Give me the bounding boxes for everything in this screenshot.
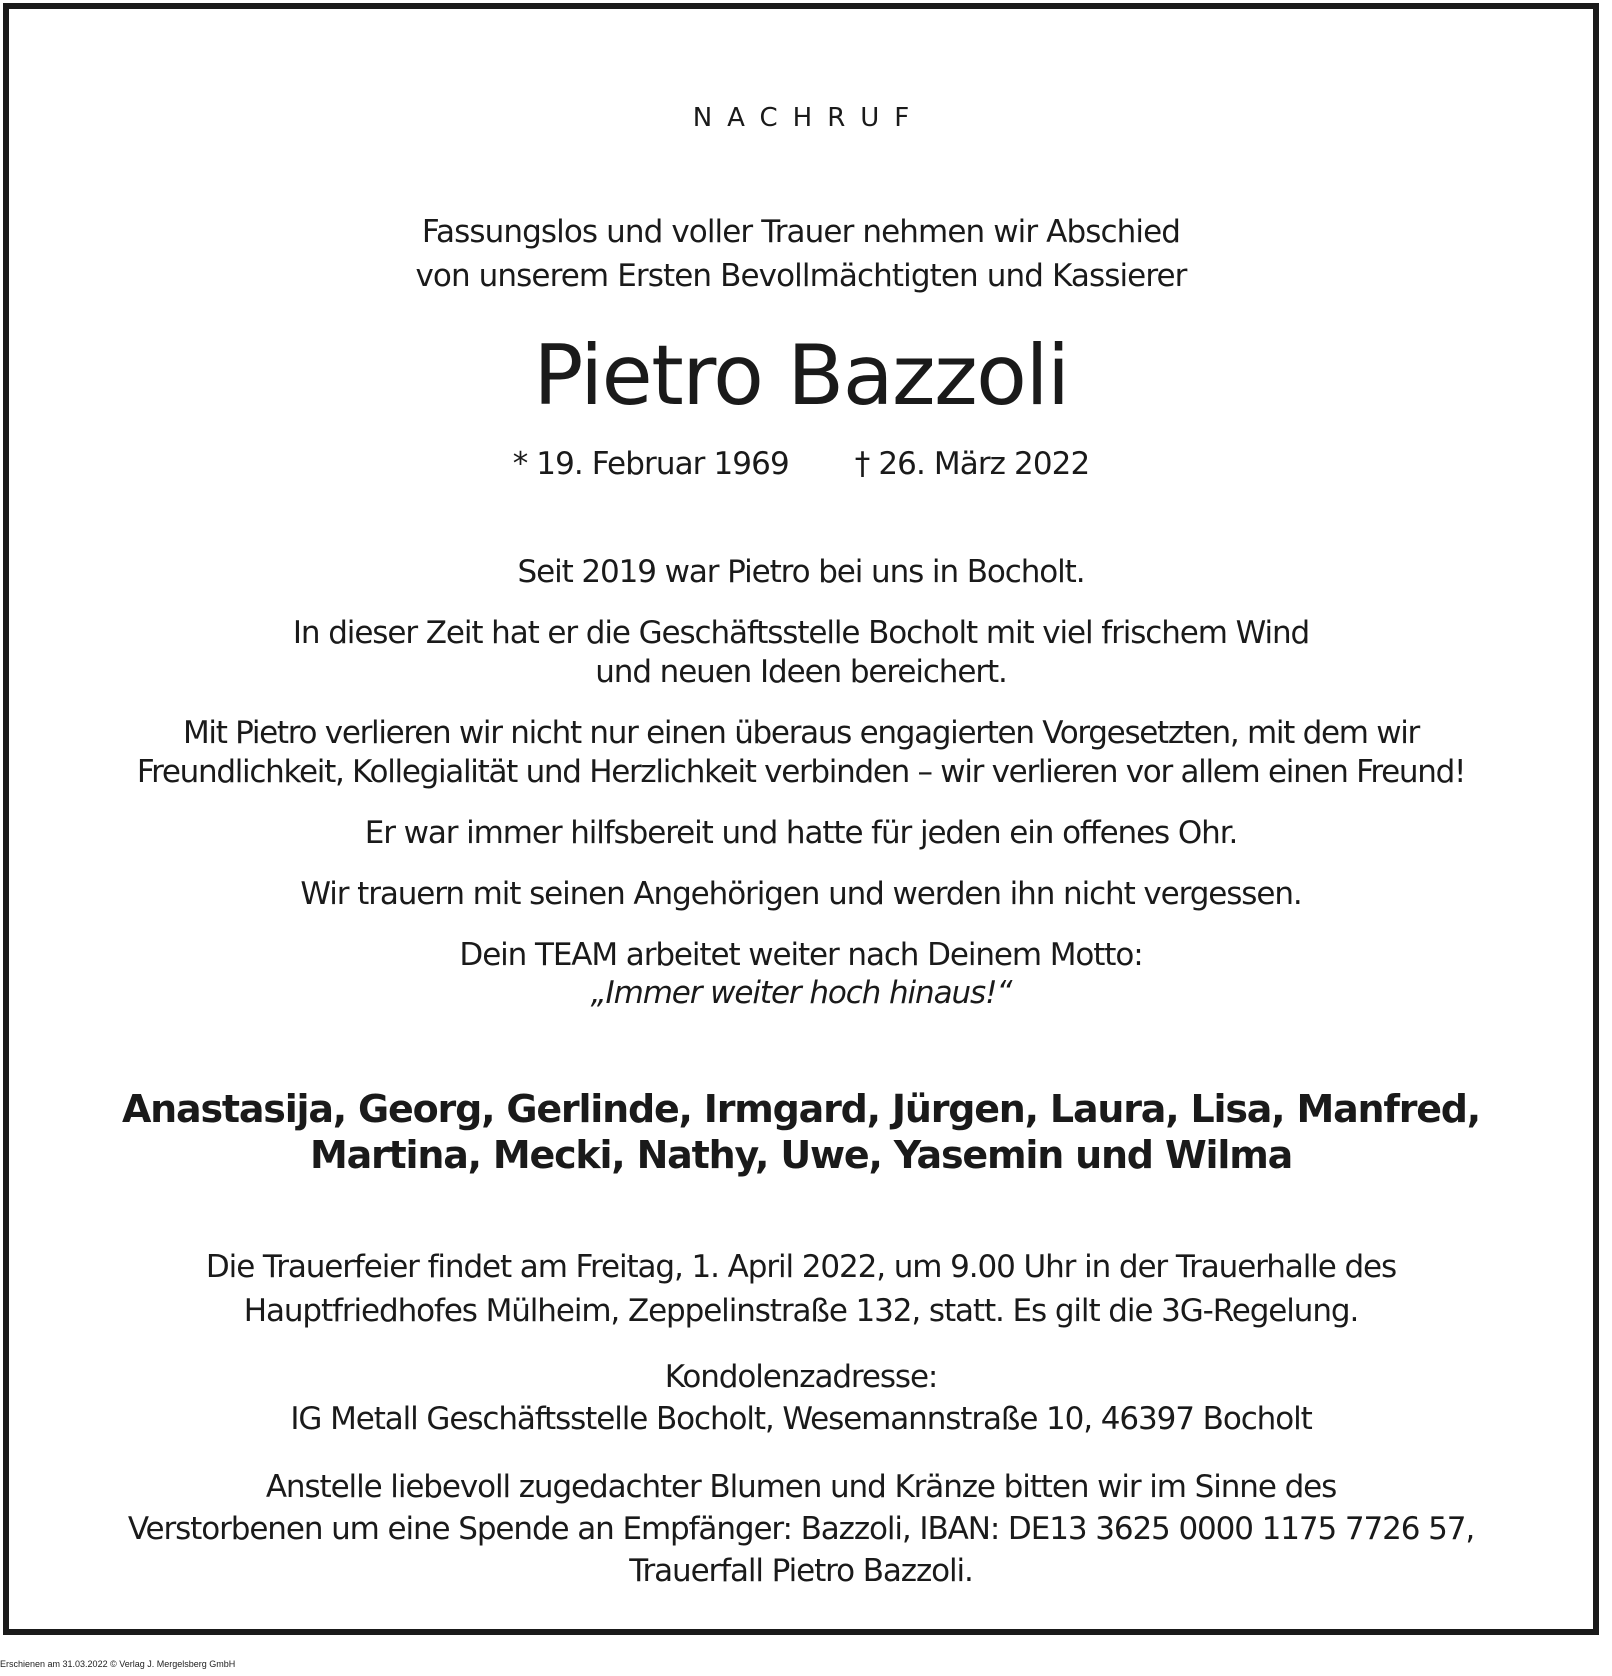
text-line-8: Dein TEAM arbeitet weiter nach Deinem Motto:	[459, 937, 1143, 973]
deceased-name: Pietro Bazzoli	[533, 327, 1069, 424]
publication-note: Erschienen am 31.03.2022 © Verlag J. Mergelsberg GmbH	[0, 1659, 236, 1669]
intro-line-2: von unserem Ersten Bevollmächtigten und Kassierer	[415, 258, 1187, 294]
text-line-6: Er war immer hilfsbereit und hatte für jeden ein offenes Ohr.	[364, 815, 1238, 851]
text-line-2: In dieser Zeit hat er die Geschäftsstelle Bocholt mit viel frischem Wind	[292, 615, 1310, 651]
intro-line-1: Fassungslos und voller Trauer nehmen wir Abschied	[421, 214, 1181, 250]
text-line-4: Mit Pietro verlieren wir nicht nur einen überaus engagierten Vorgesetzten, mit dem wir	[182, 715, 1420, 751]
text-line-3: und neuen Ideen bereichert.	[595, 654, 1007, 690]
life-dates	[9, 446, 1593, 482]
obituary-notice	[3, 3, 1599, 1635]
text-line-1: Seit 2019 war Pietro bei uns in Bocholt.	[517, 554, 1085, 590]
donation-line-3: Trauerfall Pietro Bazzoli.	[629, 1553, 973, 1589]
donation-line-2: Verstorbenen um eine Spende an Empfänger: Bazzoli, IBAN: DE13 3625 0000 1175 7726 57,	[127, 1511, 1475, 1547]
donation-line-1: Anstelle liebevoll zugedachter Blumen und Kränze bitten wir im Sinne des	[265, 1469, 1337, 1505]
service-line-1: Die Trauerfeier findet am Freitag, 1. April 2022, um 9.00 Uhr in der Trauerhalle des	[205, 1249, 1397, 1285]
text-line-7: Wir trauern mit seinen Angehörigen und werden ihn nicht vergessen.	[300, 876, 1302, 912]
motto: „Immer weiter hoch hinaus!“	[590, 975, 1012, 1011]
condolence-address: IG Metall Geschäftsstelle Bocholt, Wesemannstraße 10, 46397 Bocholt	[290, 1401, 1312, 1437]
notice-heading: NACHRUF	[692, 103, 925, 133]
text-line-5: Freundlichkeit, Kollegialität und Herzlichkeit verbinden – wir verlieren vor allem einen Freund!	[136, 754, 1466, 790]
condolence-label: Kondolenzadresse:	[664, 1359, 938, 1395]
signers-line-2: Martina, Mecki, Nathy, Uwe, Yasemin und Wilma	[309, 1133, 1293, 1177]
signers-line-1: Anastasija, Georg, Gerlinde, Irmgard, Jürgen, Laura, Lisa, Manfred,	[121, 1087, 1481, 1131]
service-line-2: Hauptfriedhofes Mülheim, Zeppelinstraße 132, statt. Es gilt die 3G-Regelung.	[243, 1293, 1359, 1329]
birth-date: * 19. Februar 1969	[512, 446, 789, 482]
death-date: † 26. März 2022	[854, 446, 1090, 482]
